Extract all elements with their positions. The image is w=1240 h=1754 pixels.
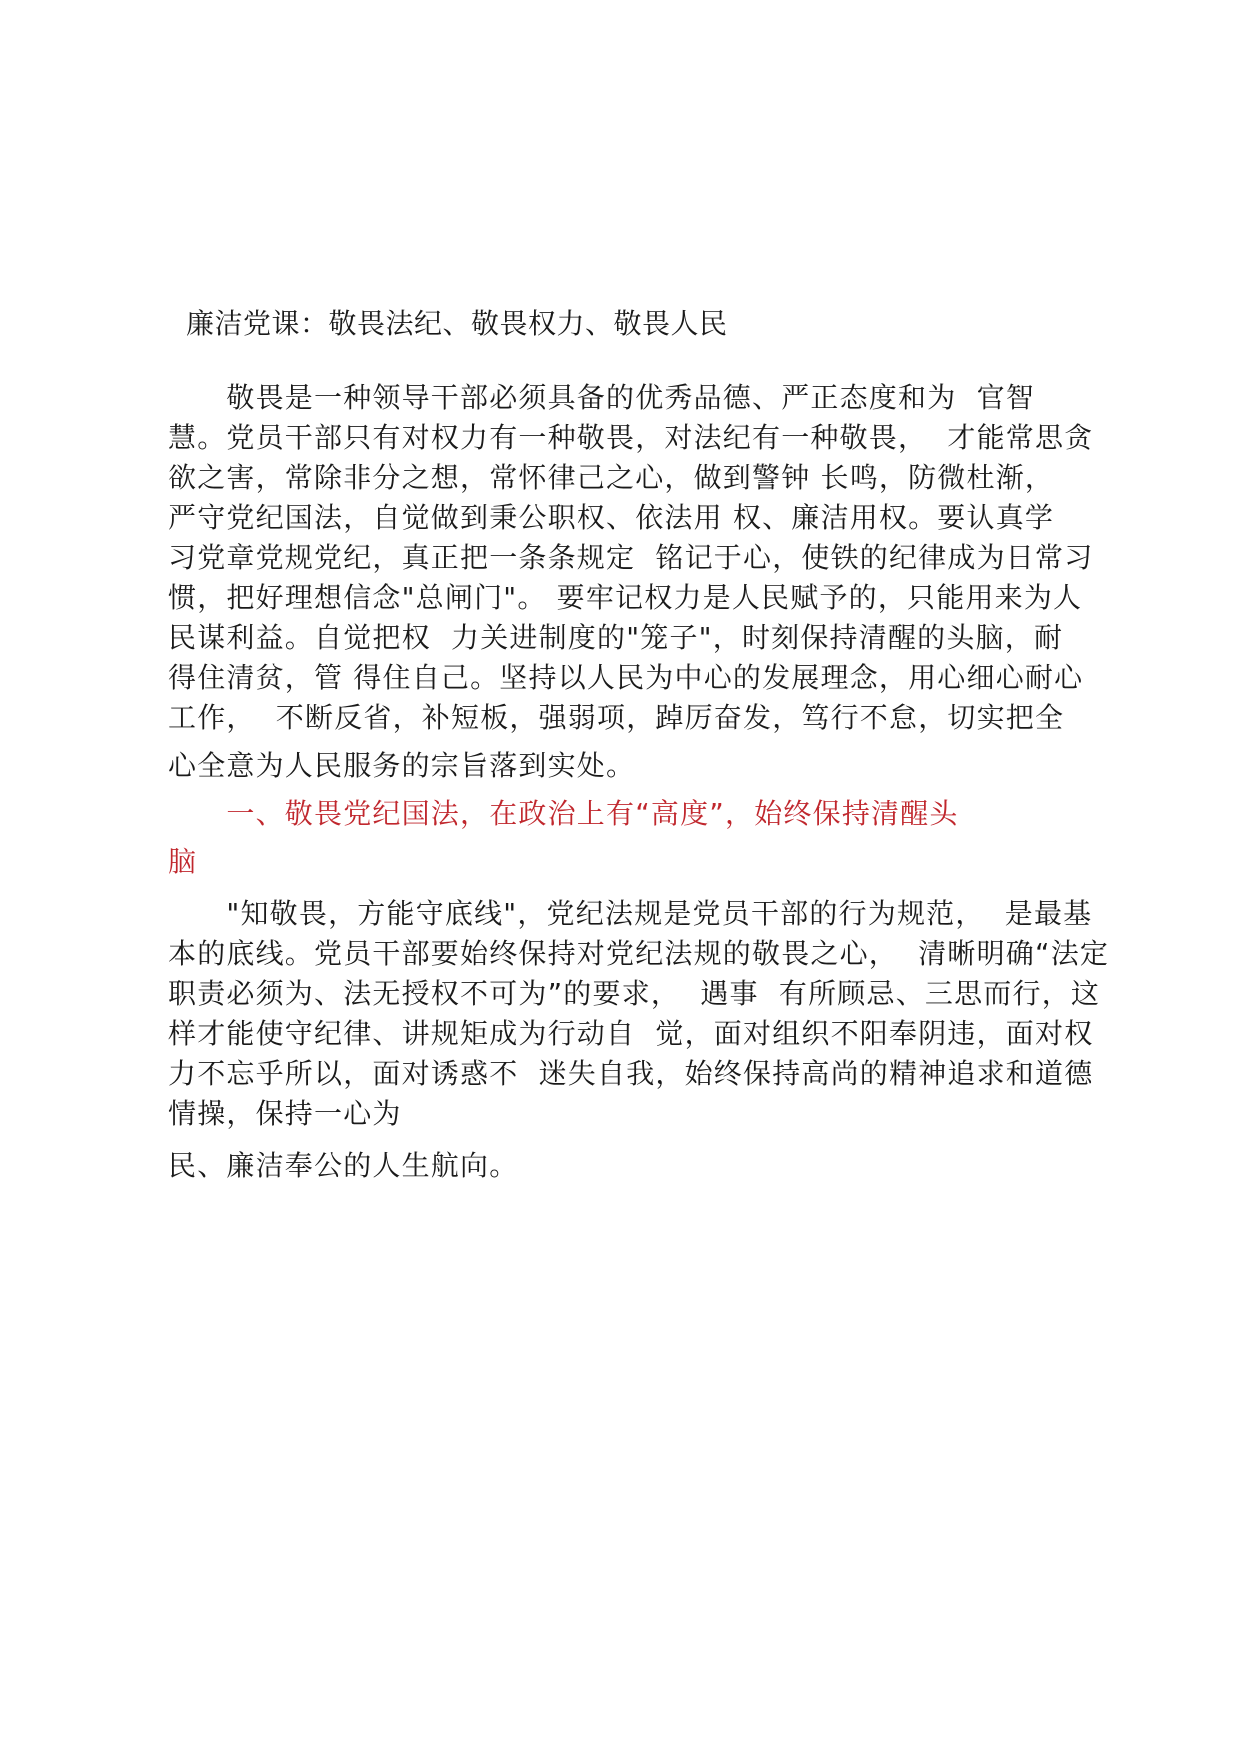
intro-line-2: 慧。党员干部只有对权力有一种敬畏，对法纪有一种敬畏， 才能常思贪 [168,421,1094,454]
intro-line-9: 工作， 不断反省，补短板，强弱项，踔厉奋发，笃行不怠，切实把全 [168,701,1065,734]
intro-line-7: 民谋利益。自觉把权 力关进制度的"笼子"，时刻保持清醒的头脑，耐 [168,621,1064,654]
intro-line-1: 敬畏是一种领导干部必须具备的优秀品德、严正态度和为 官智 [168,381,1036,414]
intro-line-6: 惯，把好理想信念"总闸门"。 要牢记权力是人民赋予的，只能用来为人 [168,581,1083,614]
intro-line-3: 欲之害，常除非分之想，常怀律己之心，做到警钟 长鸣，防微杜渐， [168,461,1055,494]
document-title: 廉洁党课：敬畏法纪、敬畏权力、敬畏人民 [186,307,728,340]
section1-heading-continuation: 脑 [168,845,198,878]
section1-heading: 一、敬畏党纪国法，在政治上有“高度”，始终保持清醒头 [168,797,959,830]
section1-line-4: 样才能使守纪律、讲规矩成为行动自 觉，面对组织不阳奉阴违，面对权 [168,1017,1094,1050]
section1-line-2: 本的底线。党员干部要始终保持对党纪法规的敬畏之心， 清晰明确“法定 [168,937,1110,970]
section1-line-5: 力不忘乎所以，面对诱惑不 迷失自我，始终保持高尚的精神追求和道德 [168,1057,1094,1090]
intro-line-8: 得住清贫，管 得住自己。坚持以人民为中心的发展理念，用心细心耐心 [168,661,1084,694]
section1-line-1: "知敬畏，方能守底线"，党纪法规是党员干部的行为规范， 是最基 [168,897,1093,930]
section1-last-line: 民、廉洁奉公的人生航向。 [168,1149,519,1182]
section1-line-3: 职责必须为、法无授权不可为”的要求， 遇事 有所顾忌、三思而行，这 [168,977,1101,1010]
intro-line-4: 严守党纪国法，自觉做到秉公职权、依法用 权、廉洁用权。要认真学 [168,501,1055,534]
intro-line-5: 习党章党规党纪，真正把一条条规定 铭记于心，使铁的纪律成为日常习 [168,541,1094,574]
intro-last-line: 心全意为人民服务的宗旨落到实处。 [168,749,636,782]
section1-line-6: 情操，保持一心为 [168,1097,402,1130]
